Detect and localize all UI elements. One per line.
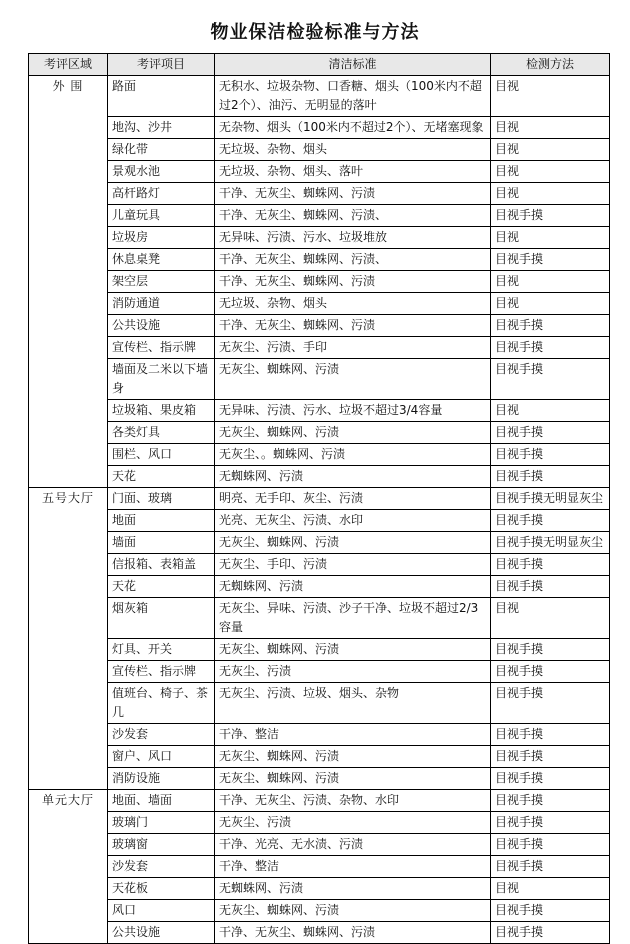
method-cell: 目视手摸	[491, 683, 610, 724]
table-row	[29, 812, 610, 834]
standard-cell: 明亮、无手印、灰尘、污渍	[215, 488, 491, 510]
table-row	[29, 117, 610, 139]
table-row	[29, 922, 610, 944]
standard-cell: 无灰尘、蜘蛛网、污渍	[215, 359, 491, 400]
method-cell: 目视手摸	[491, 249, 610, 271]
standard-cell: 无垃圾、杂物、烟头	[215, 139, 491, 161]
method-cell: 目视	[491, 271, 610, 293]
table-row	[29, 183, 610, 205]
method-cell: 目视手摸	[491, 510, 610, 532]
method-cell: 目视手摸	[491, 444, 610, 466]
standard-cell: 无灰尘、蜘蛛网、污渍	[215, 639, 491, 661]
method-cell: 目视手摸	[491, 359, 610, 400]
standard-cell: 光亮、无灰尘、污渍、水印	[215, 510, 491, 532]
method-cell: 目视	[491, 598, 610, 639]
table-row	[29, 422, 610, 444]
header-item: 考评项目	[108, 54, 215, 76]
table-header-row	[29, 54, 610, 76]
area-cell: 五号大厅	[29, 488, 108, 790]
standard-cell: 无灰尘、污渍	[215, 812, 491, 834]
item-cell: 各类灯具	[108, 422, 215, 444]
standard-cell: 干净、无灰尘、蜘蛛网、污渍	[215, 315, 491, 337]
table-row	[29, 249, 610, 271]
item-cell: 儿童玩具	[108, 205, 215, 227]
method-cell: 目视手摸	[491, 576, 610, 598]
method-cell: 目视手摸	[491, 315, 610, 337]
table-body	[29, 76, 610, 944]
item-cell: 窗户、风口	[108, 746, 215, 768]
table-row	[29, 790, 610, 812]
standard-cell: 无垃圾、杂物、烟头、落叶	[215, 161, 491, 183]
standard-cell: 干净、整洁	[215, 856, 491, 878]
method-cell: 目视手摸	[491, 724, 610, 746]
item-cell: 高杆路灯	[108, 183, 215, 205]
standard-cell: 无垃圾、杂物、烟头	[215, 293, 491, 315]
item-cell: 玻璃窗	[108, 834, 215, 856]
table-row	[29, 878, 610, 900]
method-cell: 目视手摸	[491, 554, 610, 576]
item-cell: 消防通道	[108, 293, 215, 315]
header-standard: 清洁标准	[215, 54, 491, 76]
standard-cell: 干净、无灰尘、蜘蛛网、污渍、	[215, 249, 491, 271]
item-cell: 宣传栏、指示牌	[108, 337, 215, 359]
item-cell: 路面	[108, 76, 215, 117]
item-cell: 墙面及二米以下墙身	[108, 359, 215, 400]
table-row	[29, 139, 610, 161]
header-area: 考评区域	[29, 54, 108, 76]
standard-cell: 无灰尘、蜘蛛网、污渍	[215, 422, 491, 444]
method-cell: 目视手摸无明显灰尘	[491, 532, 610, 554]
item-cell: 架空层	[108, 271, 215, 293]
item-cell: 绿化带	[108, 139, 215, 161]
standard-cell: 无异味、污渍、污水、垃圾不超过3/4容量	[215, 400, 491, 422]
standard-cell: 无蜘蛛网、污渍	[215, 878, 491, 900]
item-cell: 垃圾房	[108, 227, 215, 249]
table-row	[29, 227, 610, 249]
item-cell: 天花板	[108, 878, 215, 900]
method-cell: 目视手摸	[491, 856, 610, 878]
method-cell: 目视手摸	[491, 422, 610, 444]
method-cell: 目视手摸	[491, 790, 610, 812]
item-cell: 门面、玻璃	[108, 488, 215, 510]
method-cell: 目视手摸	[491, 812, 610, 834]
document-title: 物业保洁检验标准与方法	[210, 22, 420, 43]
item-cell: 消防设施	[108, 768, 215, 790]
table-row	[29, 554, 610, 576]
table-row	[29, 683, 610, 724]
standard-cell: 无灰尘、蜘蛛网、污渍	[215, 768, 491, 790]
item-cell: 公共设施	[108, 922, 215, 944]
method-cell: 目视手摸	[491, 661, 610, 683]
method-cell: 目视手摸	[491, 337, 610, 359]
standard-cell: 干净、无灰尘、污渍、杂物、水印	[215, 790, 491, 812]
table-row	[29, 724, 610, 746]
table-row	[29, 359, 610, 400]
standard-cell: 无灰尘、污渍、垃圾、烟头、杂物	[215, 683, 491, 724]
table-row	[29, 337, 610, 359]
table-row	[29, 76, 610, 117]
method-cell: 目视	[491, 76, 610, 117]
item-cell: 风口	[108, 900, 215, 922]
standard-cell: 无异味、污渍、污水、垃圾堆放	[215, 227, 491, 249]
table-row	[29, 661, 610, 683]
method-cell: 目视	[491, 161, 610, 183]
method-cell: 目视手摸	[491, 834, 610, 856]
standard-cell: 无灰尘、蜘蛛网、污渍	[215, 900, 491, 922]
table-row	[29, 598, 610, 639]
standard-cell: 无积水、垃圾杂物、口香糖、烟头（100米内不超过2个）、油污、无明显的落叶	[215, 76, 491, 117]
table-row	[29, 639, 610, 661]
table-row	[29, 532, 610, 554]
method-cell: 目视手摸	[491, 205, 610, 227]
method-cell: 目视	[491, 293, 610, 315]
table-row	[29, 576, 610, 598]
item-cell: 地沟、沙井	[108, 117, 215, 139]
standard-cell: 干净、无灰尘、蜘蛛网、污渍	[215, 183, 491, 205]
table-row	[29, 161, 610, 183]
method-cell: 目视	[491, 878, 610, 900]
area-cell: 单元大厅	[29, 790, 108, 944]
table-row	[29, 510, 610, 532]
standard-cell: 无灰尘、污渍	[215, 661, 491, 683]
item-cell: 沙发套	[108, 724, 215, 746]
table-row	[29, 400, 610, 422]
standard-cell: 无蜘蛛网、污渍	[215, 576, 491, 598]
table-row	[29, 834, 610, 856]
item-cell: 墙面	[108, 532, 215, 554]
method-cell: 目视	[491, 139, 610, 161]
method-cell: 目视	[491, 183, 610, 205]
standard-cell: 干净、无灰尘、蜘蛛网、污渍	[215, 271, 491, 293]
standard-cell: 干净、无灰尘、蜘蛛网、污渍、	[215, 205, 491, 227]
table-row	[29, 488, 610, 510]
table-row	[29, 315, 610, 337]
table-row	[29, 466, 610, 488]
standard-cell: 无灰尘、蜘蛛网、污渍	[215, 532, 491, 554]
table-row	[29, 293, 610, 315]
item-cell: 垃圾箱、果皮箱	[108, 400, 215, 422]
item-cell: 天花	[108, 466, 215, 488]
table-row	[29, 444, 610, 466]
method-cell: 目视手摸	[491, 466, 610, 488]
table-row	[29, 856, 610, 878]
method-cell: 目视	[491, 227, 610, 249]
standard-cell: 干净、无灰尘、蜘蛛网、污渍	[215, 922, 491, 944]
standard-cell: 无灰尘、异味、污渍、沙子干净、垃圾不超过2/3容量	[215, 598, 491, 639]
table-row	[29, 768, 610, 790]
item-cell: 灯具、开关	[108, 639, 215, 661]
standards-table	[28, 53, 610, 944]
standard-cell: 干净、整洁	[215, 724, 491, 746]
item-cell: 信报箱、表箱盖	[108, 554, 215, 576]
method-cell: 目视手摸	[491, 900, 610, 922]
method-cell: 目视手摸	[491, 922, 610, 944]
table-row	[29, 746, 610, 768]
item-cell: 地面	[108, 510, 215, 532]
item-cell: 烟灰箱	[108, 598, 215, 639]
item-cell: 休息桌凳	[108, 249, 215, 271]
method-cell: 目视手摸	[491, 639, 610, 661]
item-cell: 宣传栏、指示牌	[108, 661, 215, 683]
item-cell: 围栏、风口	[108, 444, 215, 466]
item-cell: 公共设施	[108, 315, 215, 337]
table-row	[29, 205, 610, 227]
item-cell: 天花	[108, 576, 215, 598]
area-cell: 外 围	[29, 76, 108, 488]
standard-cell: 无灰尘、污渍、手印	[215, 337, 491, 359]
method-cell: 目视	[491, 117, 610, 139]
item-cell: 沙发套	[108, 856, 215, 878]
standard-cell: 干净、光亮、无水渍、污渍	[215, 834, 491, 856]
standard-cell: 无灰尘、手印、污渍	[215, 554, 491, 576]
table-row	[29, 271, 610, 293]
standard-cell: 无蜘蛛网、污渍	[215, 466, 491, 488]
standard-cell: 无灰尘、蜘蛛网、污渍	[215, 746, 491, 768]
item-cell: 值班台、椅子、茶几	[108, 683, 215, 724]
standard-cell: 无杂物、烟头（100米内不超过2个）、无堵塞现象	[215, 117, 491, 139]
method-cell: 目视手摸无明显灰尘	[491, 488, 610, 510]
method-cell: 目视手摸	[491, 768, 610, 790]
table-row	[29, 900, 610, 922]
method-cell: 目视	[491, 400, 610, 422]
method-cell: 目视手摸	[491, 746, 610, 768]
item-cell: 景观水池	[108, 161, 215, 183]
header-method: 检测方法	[491, 54, 610, 76]
item-cell: 玻璃门	[108, 812, 215, 834]
standard-cell: 无灰尘、。蜘蛛网、污渍	[215, 444, 491, 466]
item-cell: 地面、墙面	[108, 790, 215, 812]
